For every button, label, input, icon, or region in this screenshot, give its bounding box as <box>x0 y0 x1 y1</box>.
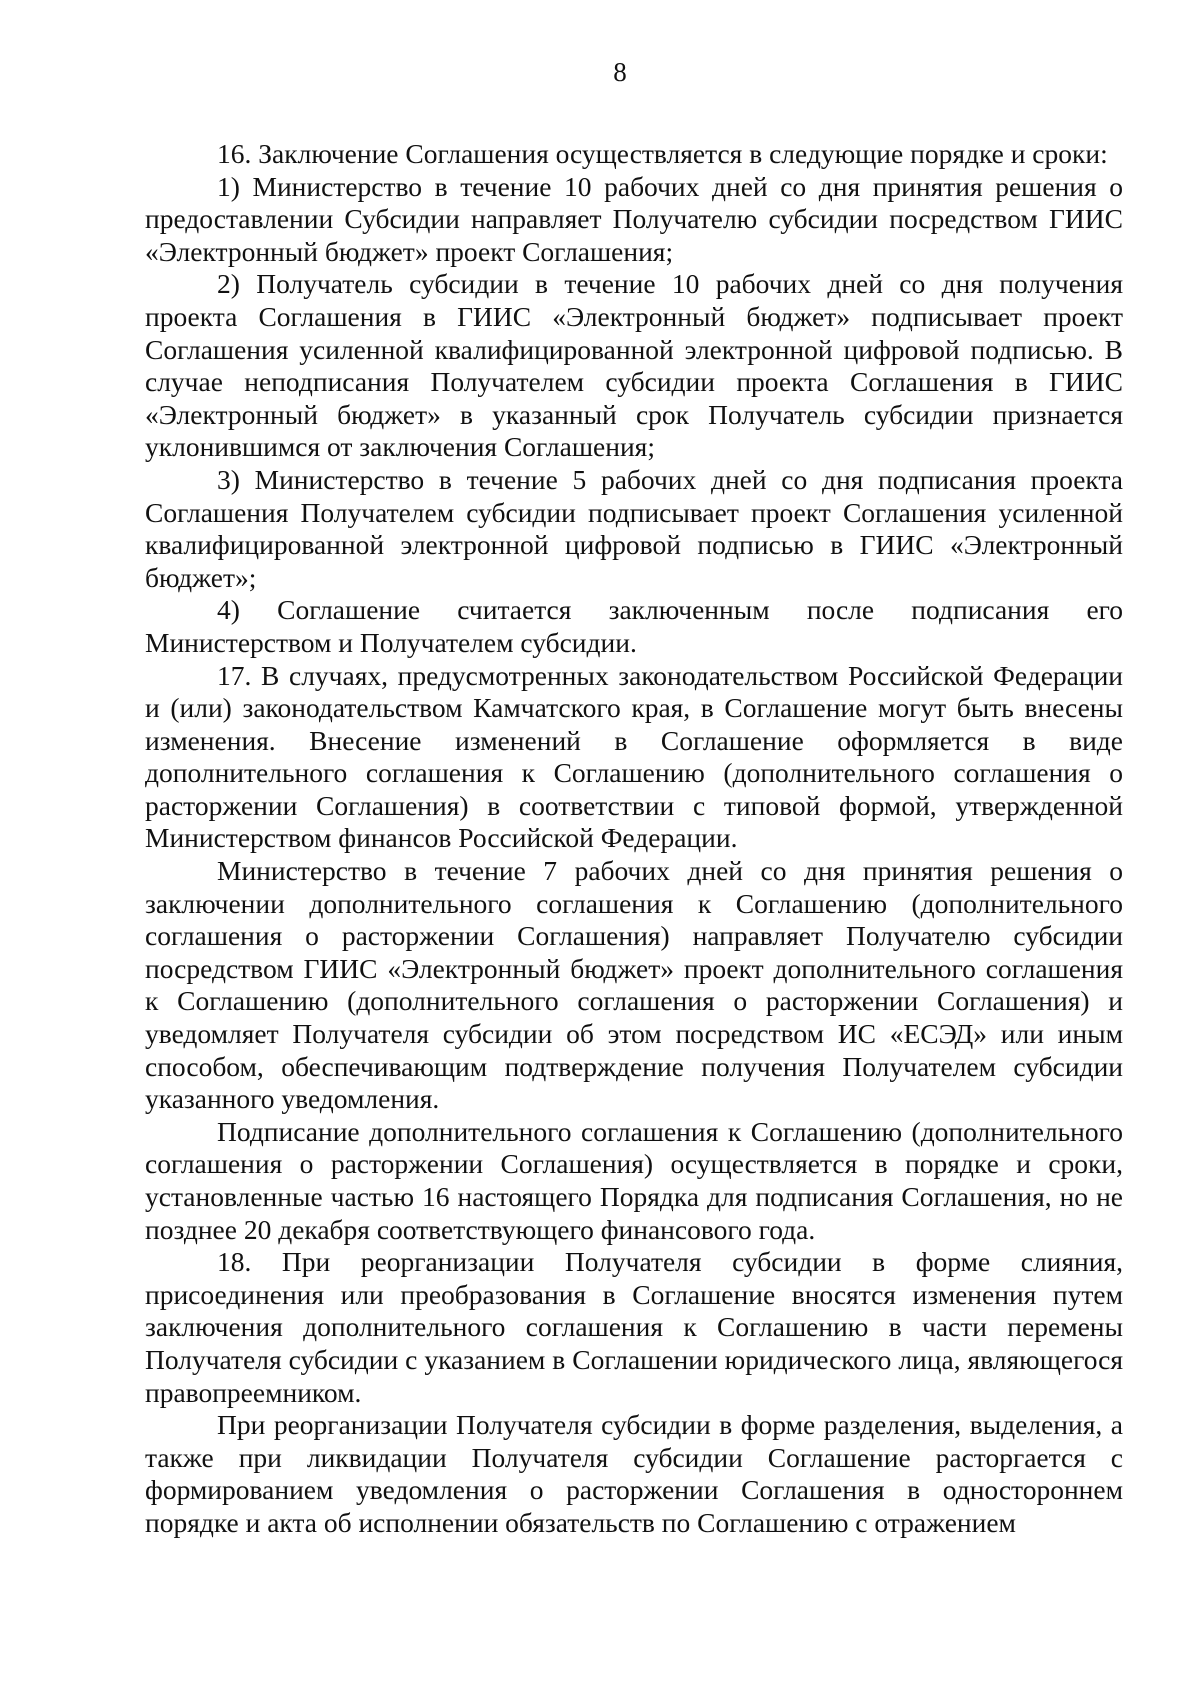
paragraph-16-item-3: 3) Министерство в течение 5 рабочих дней со дня подписания проекта Соглашения Получателем субсидии подписывает проект Соглашения усиленной квалифицированной электронной цифровой подписью в ГИИС «Электронный бюджет»; <box>145 463 1123 593</box>
paragraph-16-item-2: 2) Получатель субсидии в течение 10 рабочих дней со дня получения проекта Соглашения в ГИИС «Электронный бюджет» подписывает проект Соглашения усиленной квалифицированной электронной цифровой подписью. В случае неподписания Получателем субсидии проекта Соглашения в ГИИС «Электронный бюджет» в указанный срок Получатель субсидии признается уклонившимся от заключения Соглашения; <box>145 268 1123 463</box>
paragraph-17-part-3: Подписание дополнительного соглашения к Соглашению (дополнительного соглашения о расторжении Соглашения) осуществляется в порядке и сроки, установленные частью 16 настоящего Порядка для подписания Соглашения, но не позднее 20 декабря соответствующего финансового года. <box>145 1115 1123 1245</box>
paragraph-16-item-1: 1) Министерство в течение 10 рабочих дней со дня принятия решения о предоставлении Субсидии направляет Получателю субсидии посредством ГИИС «Электронный бюджет» проект Соглашения; <box>145 170 1123 267</box>
paragraph-16-item-4: 4) Соглашение считается заключенным после подписания его Министерством и Получателем субсидии. <box>145 594 1123 658</box>
paragraph-17: 17. В случаях, предусмотренных законодательством Российской Федерации и (или) законодательством Камчатского края, в Соглашение могут быть внесены изменения. Внесение изменений в Соглашение оформляется в виде дополнительного соглашения к Соглашению (дополнительного соглашения о расторжении Соглашения) в соответствии с типовой формой, утвержденной Министерством финансов Российской Федерации. <box>145 659 1123 854</box>
page-number: 8 <box>613 57 627 87</box>
paragraph-18: 18. При реорганизации Получателя субсидии в форме слияния, присоединения или преобразования в Соглашение вносятся изменения путем заключения дополнительного соглашения к Соглашению в части перемены Получателя субсидии с указанием в Соглашении юридического лица, являющегося правопреемником. <box>145 1246 1123 1408</box>
document-body <box>145 138 1123 1540</box>
paragraph-17-part-2: Министерство в течение 7 рабочих дней со дня принятия решения о заключении дополнительного соглашения к Соглашению (дополнительного соглашения о расторжении Соглашения) направляет Получателю субсидии посредством ГИИС «Электронный бюджет» проект дополнительного соглашения к Соглашению (дополнительного соглашения о расторжении Соглашения) и уведомляет Получателя субсидии об этом посредством ИС «ЕСЭД» или иным способом, обеспечивающим подтверждение получения Получателем субсидии указанного уведомления. <box>145 855 1123 1115</box>
paragraph-16: 16. Заключение Соглашения осуществляется в следующие порядке и сроки: <box>217 138 1108 169</box>
paragraph-18-part-2: При реорганизации Получателя субсидии в форме разделения, выделения, а также при ликвидации Получателя субсидии Соглашение расторгается с формированием уведомления о расторжении Соглашения в одностороннем порядке и акта об исполнении обязательств по Соглашению с отражением <box>145 1409 1123 1538</box>
